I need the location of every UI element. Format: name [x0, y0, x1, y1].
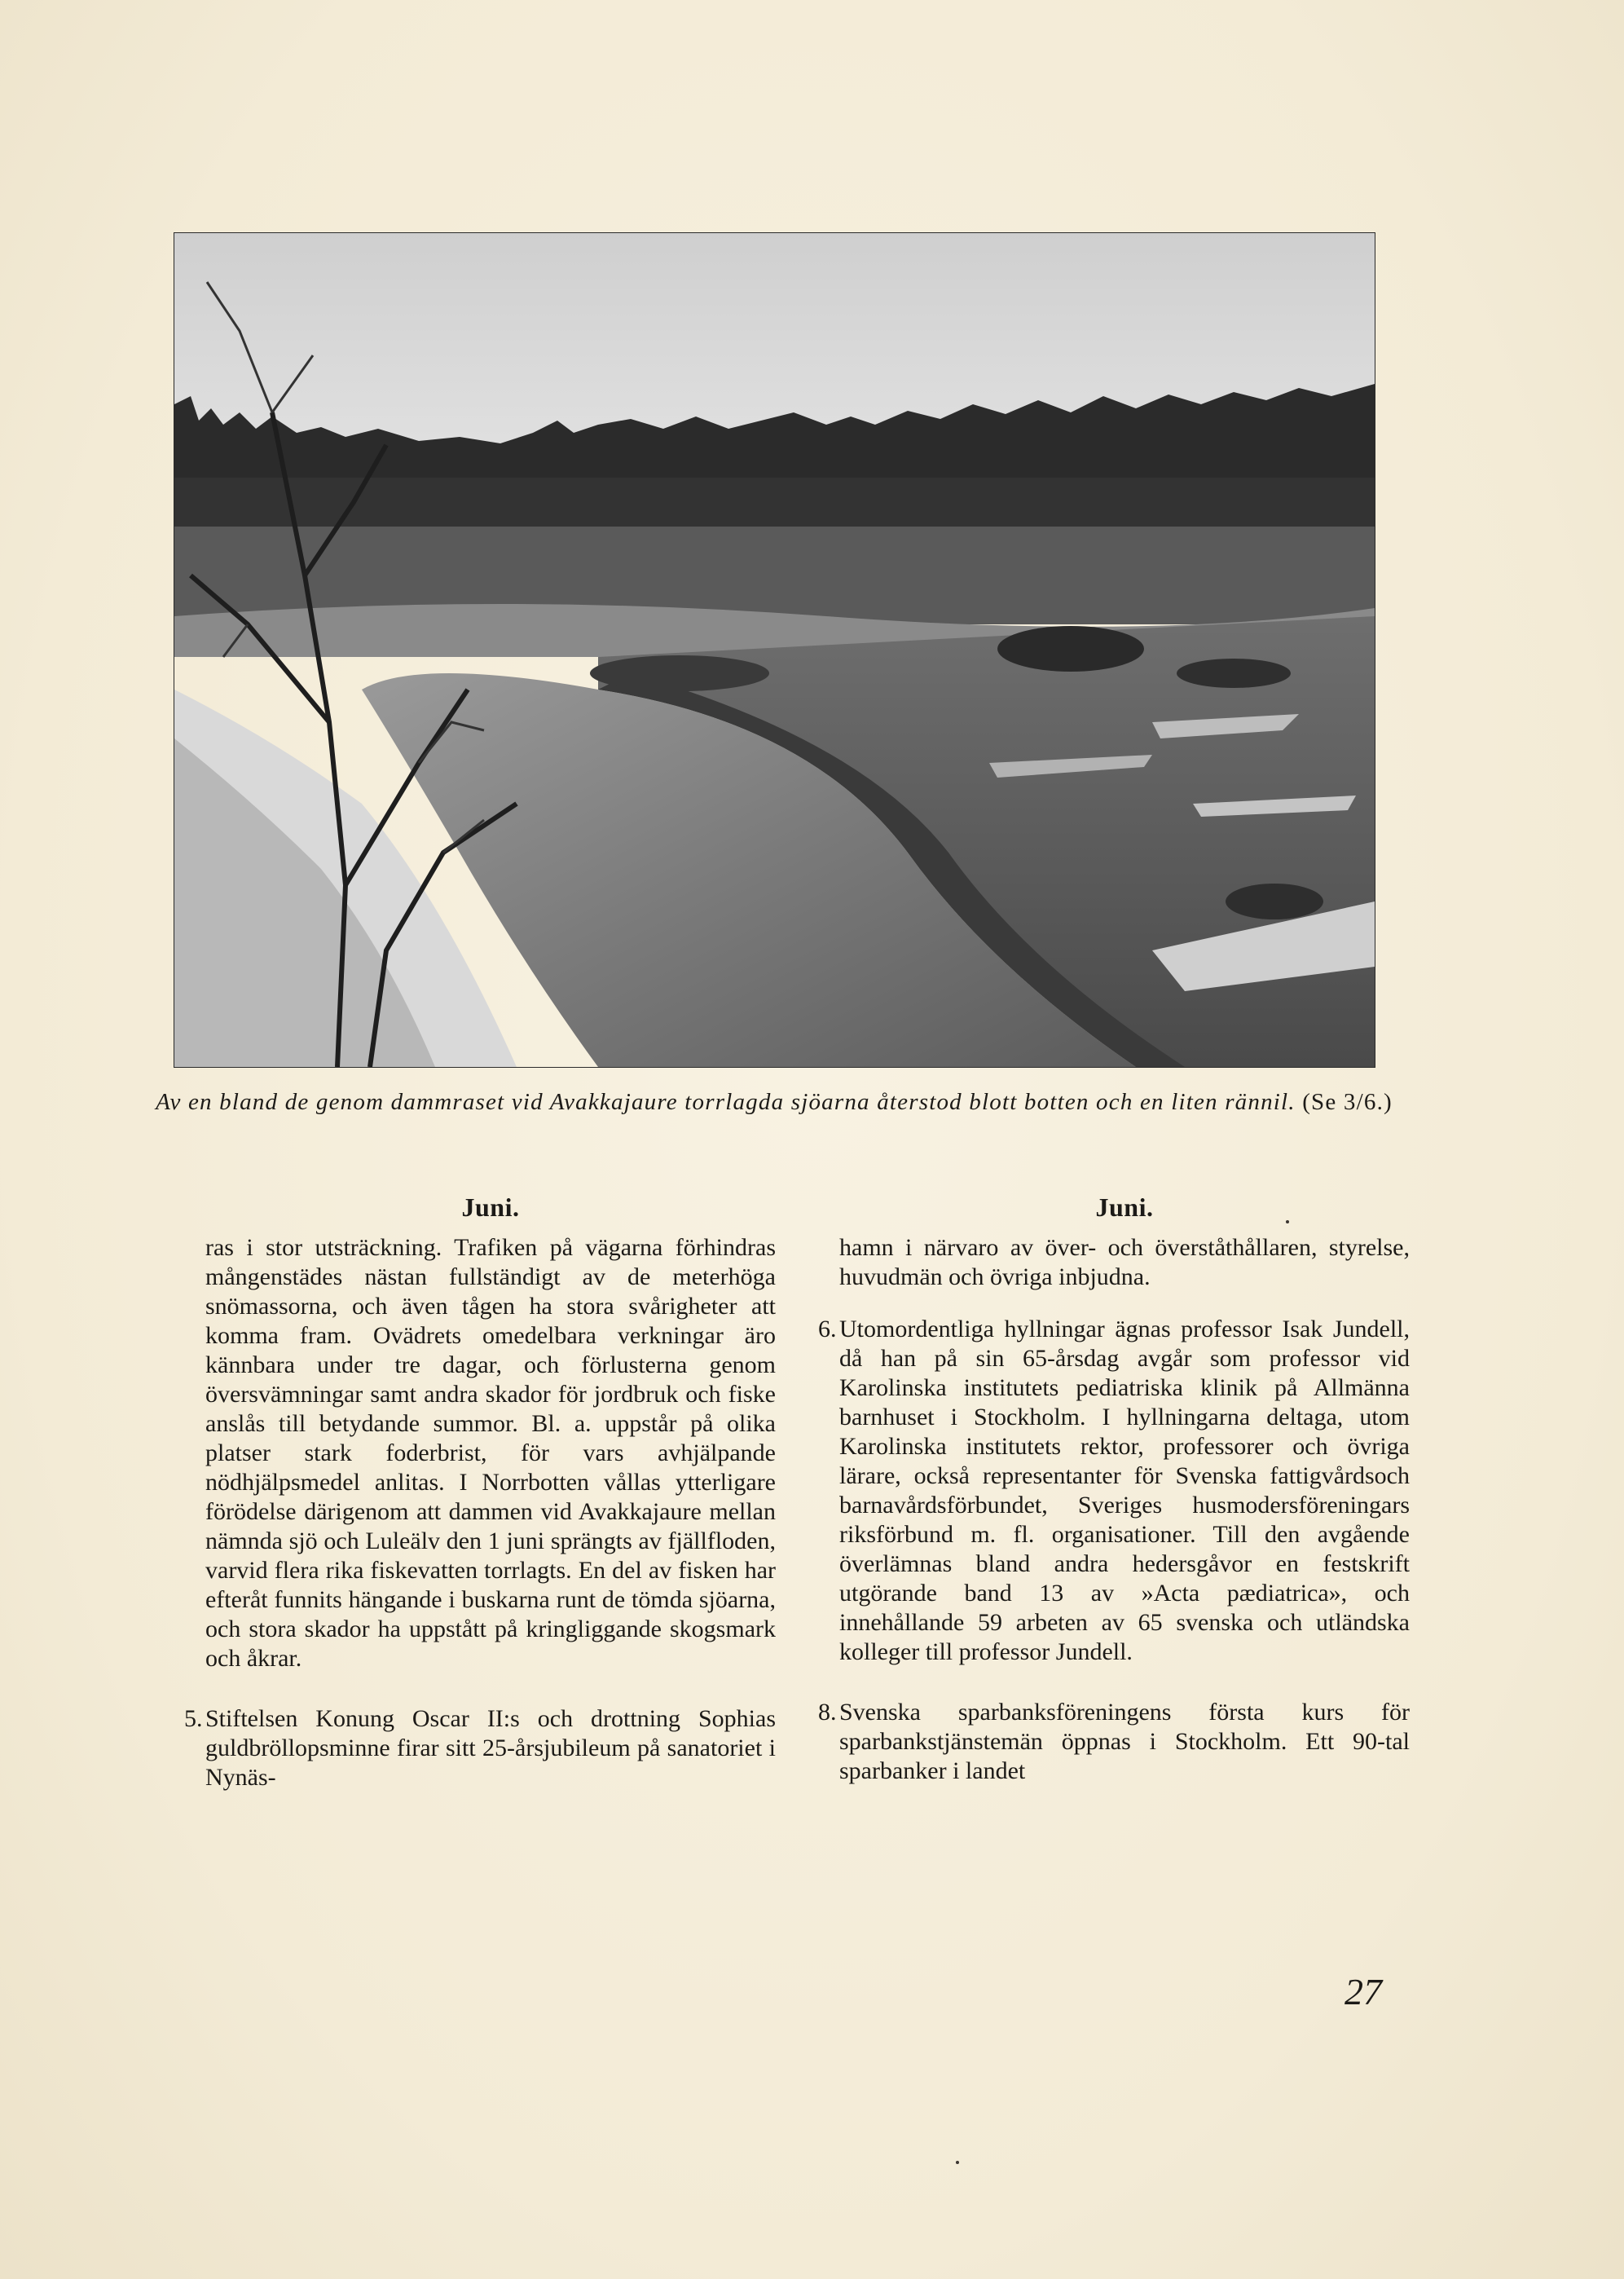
right-column: [818, 1192, 1410, 1786]
entry-5: [184, 1704, 776, 1792]
entry-number: 5.: [184, 1705, 203, 1732]
entry-6: [818, 1315, 1410, 1667]
right-column-heading: Juni.: [1095, 1192, 1154, 1222]
photo-drawing: [174, 233, 1375, 1067]
left-column: [184, 1192, 776, 1792]
landscape-photograph: [174, 232, 1375, 1068]
right-continuation-paragraph: hamn i närvaro av över- och överståthållaren, styrelse, huvudmän och övriga inbjudna.: [839, 1234, 1410, 1290]
caption-reference: (Se 3/6.): [1302, 1089, 1393, 1115]
photo-caption: [122, 1087, 1426, 1117]
left-continuation-paragraph: ras i stor utsträckning. Trafiken på vägarna förhindras mångenstädes nästan fullständigt av de meterhöga snömassorna, och även tågen ha stora svårigheter att komma fram. Ovädrets omedelbara verkningar äro kännbara under tre dagar, och förlusterna genom översvämningar samt andra skador för jordbruk och fiske anslås till betydande summor. Bl. a. uppstår på olika platser stark foderbrist, för vars avhjälpande nödhjälpsmedel anlitas. I Norrbotten vållas ytterligare förödelse därigenom att dammen vid Avakkajaure mellan nämnda sjö och Luleälv den 1 juni sprängts av fjällfloden, varvid flera rika fiskevatten torrlagts. En del av fisken har efteråt funnits hängande i buskarna runt de tömda sjöarna, och stora skador ha uppstått på kringliggande skogsmark och åkrar.: [205, 1234, 776, 1672]
entry-text: Utomordentliga hyllningar ägnas professor Isak Jundell, då han på sin 65-årsdag avgår som professor vid Karolinska institutets pediatriska klinik på Allmänna barnhuset i Stockholm. I hyllningarna deltaga, utom Karolinska institutets rektor, professorer och övriga lärare, också representanter för Svenska fattigvårdsoch barnavårdsförbundet, Sveriges husmodersföreningars riksförbund m. fl. organisationer. Till den avgående överlämnas bland andra hedersgåvor en festskrift utgörande band 13 av »Acta pædiatrica», och innehållande 59 arbeten av 65 svenska och utländska kolleger till professor Jundell.: [839, 1316, 1410, 1665]
entry-number: 8.: [818, 1699, 837, 1726]
entry-number: 6.: [818, 1316, 837, 1342]
caption-italic-text: Av en bland de genom dammraset vid Avakkajaure torrlagda sjöarna återstod blott botten och en liten rännil.: [156, 1089, 1296, 1115]
print-speck: [956, 2161, 959, 2164]
left-column-heading: Juni.: [461, 1192, 520, 1222]
entry-text: Svenska sparbanksföreningens första kurs för sparbankstjänstemän öppnas i Stockholm. Ett 90-tal sparbanker i landet: [839, 1699, 1410, 1784]
entry-text: Stiftelsen Konung Oscar II:s och drottning Sophias guldbröllopsminne firar sitt 25-årsjubileum på sanatoriet i Nynäs-: [205, 1705, 776, 1791]
print-speck: [1286, 1220, 1289, 1223]
page-number: 27: [1345, 1971, 1382, 2012]
entry-8: [818, 1698, 1410, 1786]
